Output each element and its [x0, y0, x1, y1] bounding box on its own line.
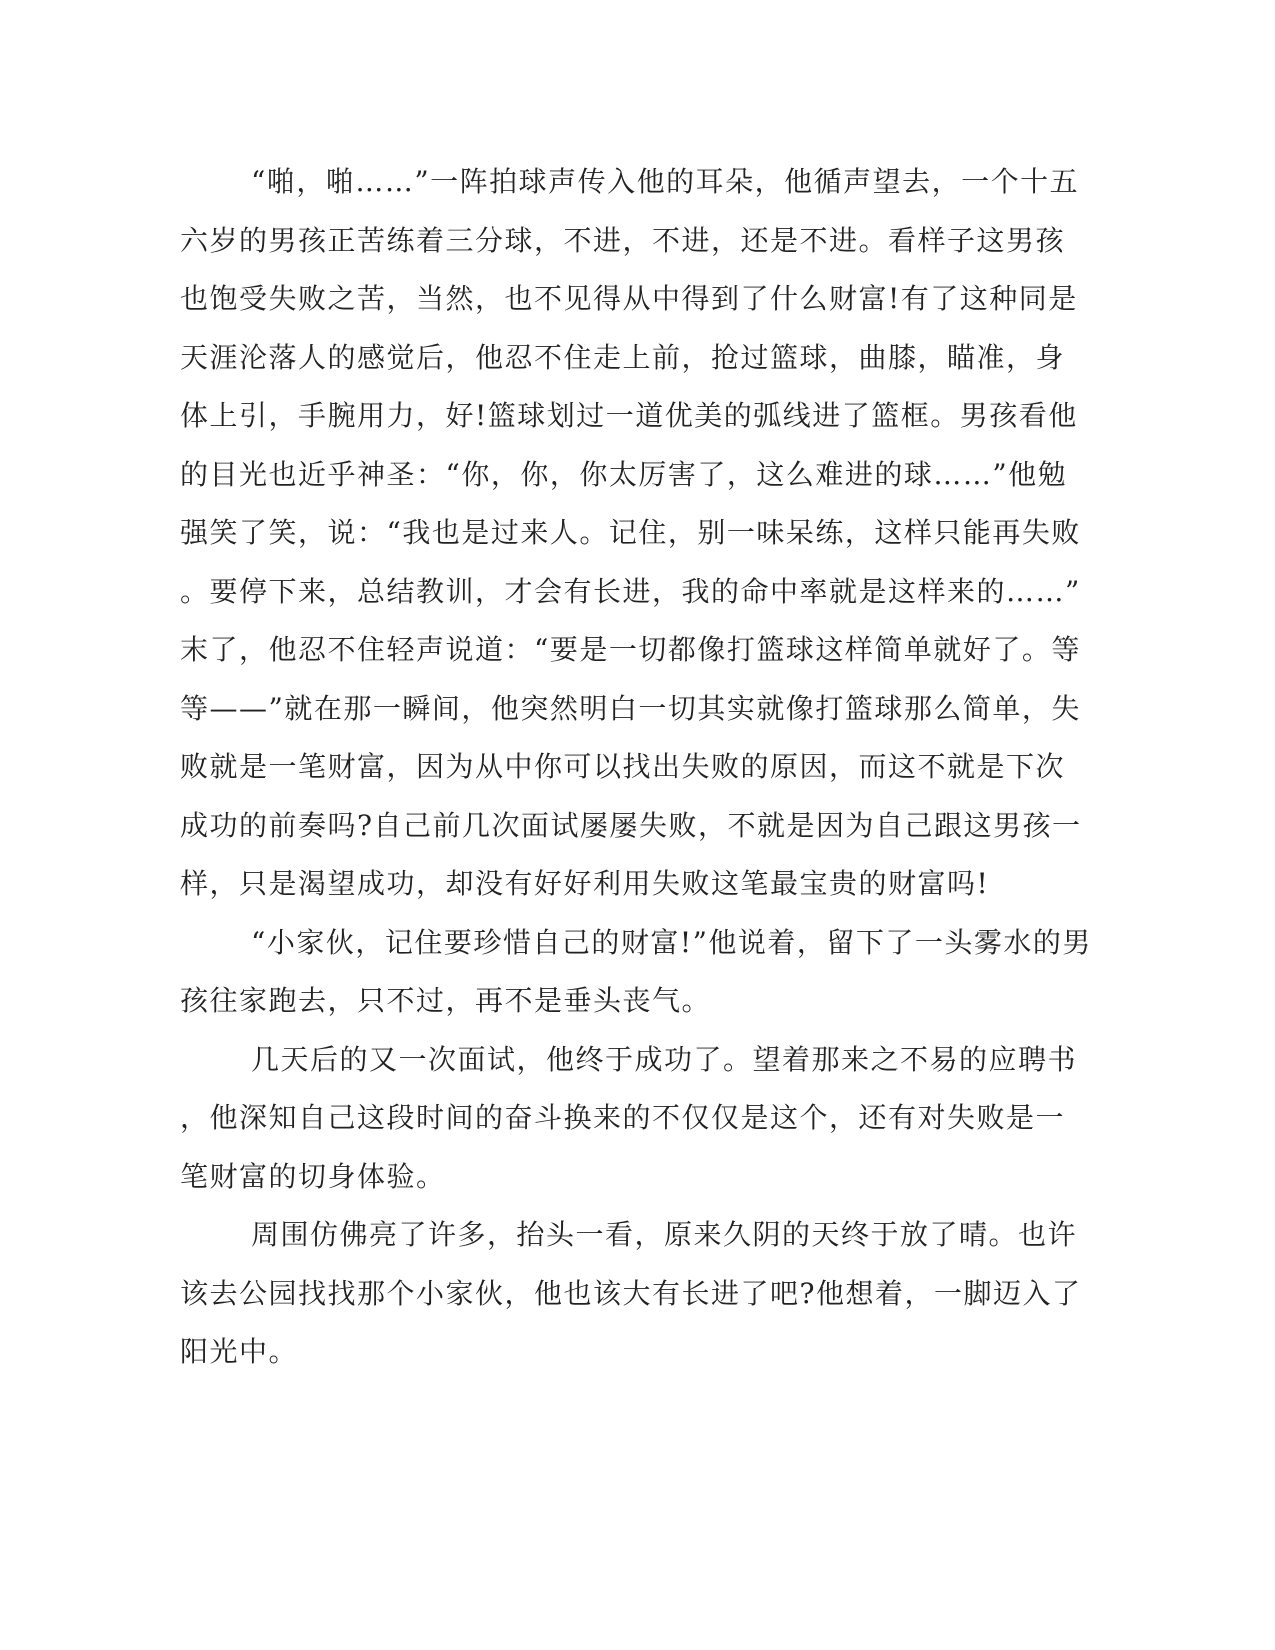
text-line: 体上引，手腕用力，好!篮球划过一道优美的弧线进了篮框。男孩看他: [180, 399, 1078, 432]
text-line: 强笑了笑，说：“我也是过来人。记住，别一味呆练，这样只能再失败: [180, 516, 1081, 549]
text-line: 阳光中。: [180, 1335, 299, 1368]
text-line: 笔财富的切身体验。: [180, 1159, 446, 1193]
text-line: 六岁的男孩正苦练着三分球，不进，不进，还是不进。看样子这男孩: [180, 223, 1066, 257]
text-line: 孩往家跑去，只不过，再不是垂头丧气。: [180, 984, 712, 1017]
text-line: 的目光也近乎神圣：“你，你，你太厉害了，这么难进的球……”他勉: [180, 457, 1068, 491]
text-line: ，他深知自己这段时间的奋斗换来的不仅仅是这个，还有对失败是一: [180, 1101, 1066, 1134]
text-line: 样，只是渴望成功，却没有好好利用失败这笔最宝贵的财富吗!: [180, 867, 990, 900]
story-text: [180, 153, 1092, 1382]
text-line: “啪，啪……”一阵拍球声传入他的耳朵，他循声望去，一个十五: [251, 165, 1080, 198]
text-line: 周围仿佛亮了许多，抬头一看，原来久阴的天终于放了晴。也许: [251, 1218, 1078, 1251]
text-line: 末了，他忍不住轻声说道：“要是一切都像打篮球这样简单就好了。等: [180, 633, 1081, 666]
text-line: 败就是一笔财富，因为从中你可以找出失败的原因，而这不就是下次: [180, 750, 1066, 783]
text-line: 也饱受失败之苦，当然，也不见得从中得到了什么财富!有了这种同是: [180, 282, 1078, 315]
text-line: 天涯沦落人的感觉后，他忍不住走上前，抢过篮球，曲膝，瞄准，身: [180, 340, 1066, 374]
text-line: 。要停下来，总结教训，才会有长进，我的命中率就是这样来的……”: [180, 574, 1081, 608]
text-line: 几天后的又一次面试，他终于成功了。望着那来之不易的应聘书: [251, 1042, 1078, 1076]
text-line: 成功的前奏吗?自己前几次面试屡屡失败，不就是因为自己跟这男孩一: [180, 808, 1082, 842]
text-line: 等——”就在那一瞬间，他突然明白一切其实就像打篮球那么简单，失: [180, 691, 1081, 725]
text-line: 该去公园找找那个小家伙，他也该大有长进了吧?他想着，一脚迈入了: [180, 1276, 1082, 1310]
text-line: “小家伙，记住要珍惜自己的财富!”他说着，留下了一头雾水的男: [251, 925, 1092, 959]
